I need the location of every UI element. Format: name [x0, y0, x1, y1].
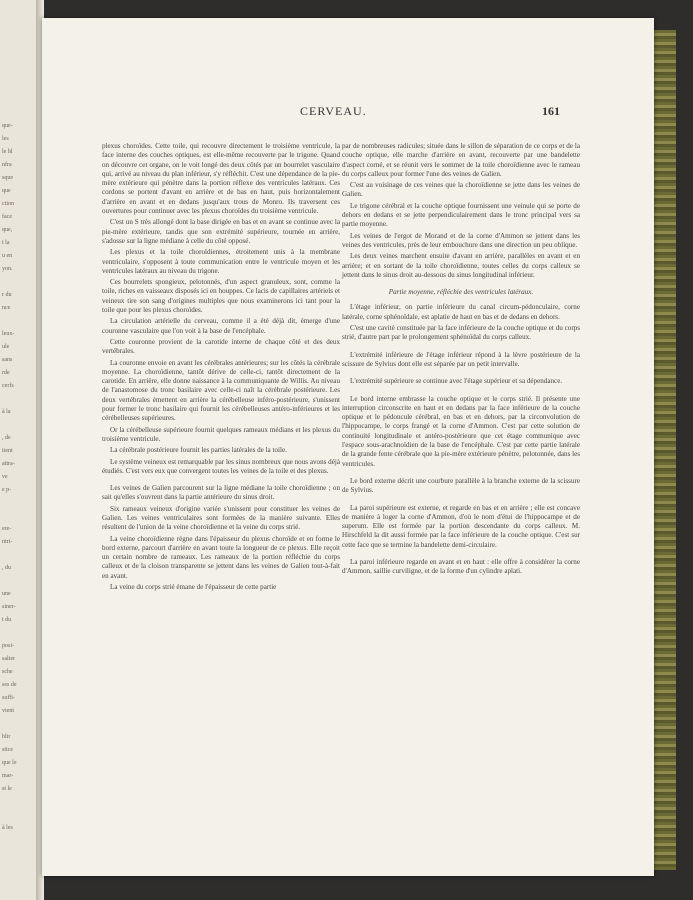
paragraph: Les veines de Galien parcourent sur la ligne médiane la toile choroïdienne ; on sait qu'elles s'ouvrent dans la partie antérieure du sinus droit. [102, 484, 340, 502]
paragraph: C'est un S très allongé dont la base dirigée en bas et en avant se continue avec la pie-mère extérieure, tandis que son extrémité supérieure, tournée en arrière, s'adosse sur la ligne médiane à celle du côté opposé. [102, 218, 340, 245]
paragraph: Le système veineux est remarquable par les sinus nombreux que nous avons déjà étudiés. C'est vers eux que convergent toutes les veines de la toile et des plexus. [102, 457, 340, 475]
left-text-column [102, 142, 340, 594]
paragraph: Le trigone cérébral et la couche optique fournissent une veinule qui se porte de dehors en dedans et se jette perpendiculairement dans le tronc principal vers sa partie moyenne. [342, 201, 580, 229]
paragraph: Cette couronne provient de la carotide interne de chaque côté et des deux vertébrales. [102, 337, 340, 356]
paragraph: Les plexus et la toile choroïdiennes, étroitement unis à la membrane ventriculaire, s'opposent à toute communication entre le ventricule moyen et les ventricules latéraux au niveau du trigone. [102, 248, 340, 275]
book-edge [652, 30, 676, 870]
running-title: CERVEAU. [300, 104, 367, 118]
paragraph: par de nombreuses radicules; située dans le sillon de séparation de ce corps et de la couche optique, elle marche d'arrière en avant, recouverte par une bandelette d'aspect corné, et se réunit vers le sommet de la toile choroïdienne avec le rameau du corps calleux pour former l'une des veines de Galien. [342, 142, 580, 178]
facing-page-text-fragments: que- les le bl nfra sque que ction face que, t la u en yon. r du nce leux- ule sans rde cerfs à la , de tient attra- ve e p- ere- ntri- , du une siner- t du posi- salier sche ses de suffi- vient blir stice que le mar- st le à les [2, 123, 17, 831]
paragraph: Les deux veines marchent ensuite d'avant en arrière, parallèles en avant et en arrière; et en sortant de la toile choroïdienne, toutes celles du corps calleux se jettent dans le sinus droit au-dessous du sinus longitudinal inférieur. [342, 252, 580, 279]
paragraph: L'étage inférieur, on partie inférieure du canal circum-pédonculaire, corne latérale, corne sphénoïdale, est aplatie de haut en bas et de dedans en dehors. [342, 303, 580, 321]
paragraph: Or la cérébelleuse supérieure fournit quelques rameaux médians et les plexus du troisième ventricule. [102, 425, 340, 443]
paragraph: La paroi supérieure est externe, et regarde en bas et en arrière ; elle est concave de manière à loger la corne d'Ammon, d'où le nom d'étui de l'hippocampe et de superum. Elle est formée par la portion descendante du corps calleux. M. Hirschfeld la dit aussi formée par la face inférieure de la couche optique. C'est sur cette face que se termine la bandelette demi-circulaire. [342, 503, 580, 549]
paragraph: La circulation artérielle du cerveau, comme il a été déjà dit, émerge d'une couronne vasculaire que l'on voit à la base de l'encéphale. [102, 317, 340, 335]
paragraph: La paroi inférieure regarde en avant et en haut : elle offre à considérer la corne d'Ammon, saillie curviligne, et de la forme d'un cylindre aplati. [342, 557, 580, 576]
page-header [42, 104, 654, 124]
paragraph: L'extrémité inférieure de l'étage inférieur répond à la lèvre postérieure de la scissure de Sylvius dont elle est séparée par un petit intervalle. [342, 350, 580, 368]
paragraph: Ces bourrelets spongieux, pelotonnés, d'un aspect granuleux, sont, comme la toile, riches en vaisseaux disposés ici en houppes. Ce lacis de capillaires artériels et veineux tire son sang d'origines multiples que nous examinerons ici tant pour la toile que pour les plexus choroïdes. [102, 278, 340, 315]
right-text-column [342, 142, 580, 579]
page-number: 161 [542, 104, 560, 118]
paragraph: La veine choroïdienne règne dans l'épaisseur du plexus choroïde et en forme le bord externe, parcourt d'arrière en avant toute la longueur de ce plexus. Elle reçoit un certain nombre de rameaux. Les rameaux de la portion réfléchie du corps calleux et de la cloison transparente se jettent dans les veines de Galien tout-à-fait en avant. [102, 534, 340, 580]
paragraph: C'est au voisinage de ces veines que la choroïdienne se jette dans les veines de Galien. [342, 181, 580, 199]
paragraph: L'extrémité supérieure se continue avec l'étage supérieur et sa dépendance. [350, 377, 563, 386]
paragraph: La couronne envoie en avant les cérébrales antérieures; sur les côtés la cérébrale moyenne. La choroïdienne, tantôt dérive de celle-ci, tantôt directement de la carotide. En arrière, elle donne naissance à la communiquante de Willis. Au niveau de l'anastomose du tronc basilaire avec celle-ci naît la cérébrale postérieure. Les deux vertébrales émettent en arrière la cérébelleuse inféro-postérieure, s'unissent pour former le tronc basilaire qui fournit les cérébelleuses antéro-inférieures et les cérébelleuses supérieures. [102, 358, 340, 423]
paragraph: Le bord interne embrasse la couche optique et le corps strié. Il présente une interruption circonscrite en haut et en dedans par la face inférieure de la couche optique et le pédoncule cérébral, en bas et en dehors, par la circonvolution de l'hippocampe, le corps frangé et la corne d'Ammon. C'est par cette solution de continuité longitudinale et antéro-postérieure que cet étage communique avec l'espace sous-arachnoïdien de la base de l'encéphale. C'est par cette partie latérale de la grande fente cérébrale que la pie-mère extérieure pénètre, pelotonnée, dans les ventricules. [342, 394, 580, 468]
paragraph: La cérébrale postérieure fournit les parties latérales de la toile. [110, 446, 287, 455]
book-page [42, 18, 654, 876]
paragraph: Les veines de l'ergot de Morand et de la corne d'Ammon se jettent dans les veines des ventricules, près de leur embouchure dans une direction un peu oblique. [342, 231, 580, 249]
facing-page-edge [0, 0, 38, 900]
paragraph: Le bord externe décrit une courbure parallèle à la branche externe de la scissure de Sylvius. [342, 476, 580, 495]
paragraph: Six rameaux veineux d'origine variée s'unissent pour constituer les veines de Galien. Les veines ventriculaires sont formées de la manière suivante. Elles résultent de l'union de la veine choroïdienne et la veine du corps strié. [102, 504, 340, 532]
paragraph: La veine du corps strié émane de l'épaisseur de cette partie [110, 583, 277, 592]
paragraph: plexus choroïdes. Cette toile, qui recouvre directement le troisième ventricule, la face interne des couches optiques, est elle-même recouverte par le trigone. Quand on découvre cet organe, on le voit longé des deux côtés par un bourrelet vasculaire qui, arrivé au niveau du plan inférieur, s'y réfléchit. C'est une dépendance de la pie-mère extérieure qui pénètre dans la portion réflexe des ventricules latéraux. Ces cordons se portent d'avant en arrière et de bas en haut, puis horizontalement d'arrière en avant et en dedans jusqu'aux trous de Monro. Ils traversent ces ouvertures pour continuer avec les plexus choroïdes du troisième ventricule. [102, 142, 340, 216]
paragraph: Partie moyenne, réfléchie des ventricules latéraux. [388, 288, 534, 297]
paragraph: C'est une cavité constituée par la face inférieure de la couche optique et du corps strié, d'autre part par le prolongement sphénoïdal du corps calleux. [342, 324, 580, 342]
